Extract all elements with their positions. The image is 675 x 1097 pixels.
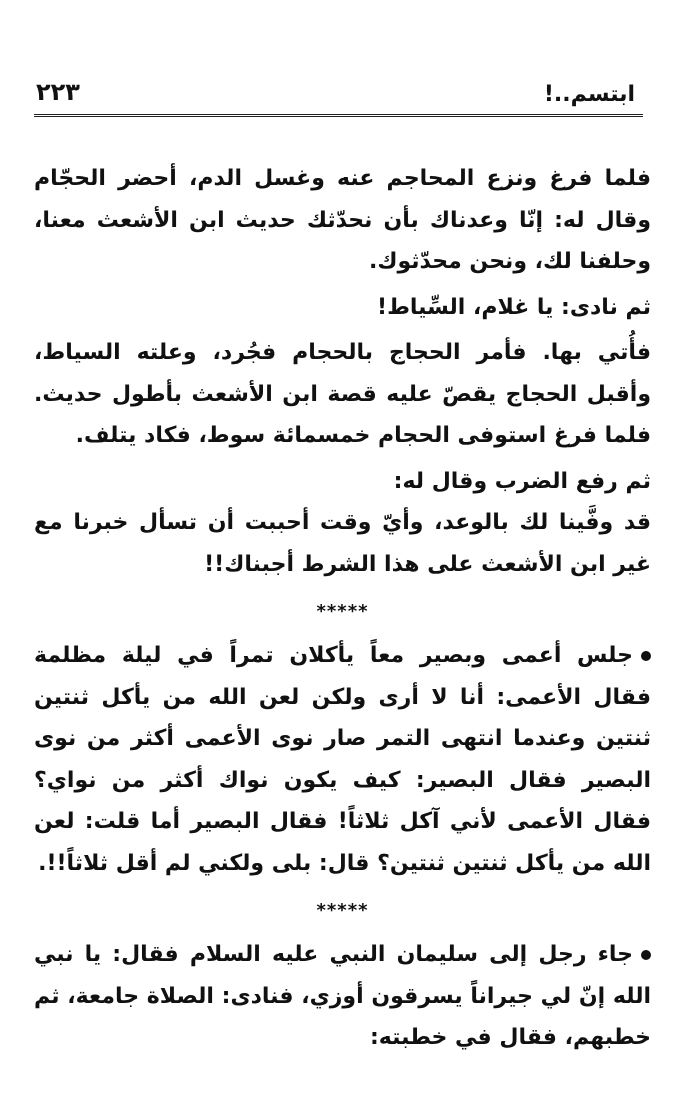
bullet-icon	[641, 651, 651, 661]
section-separator: *****	[316, 601, 369, 622]
paragraph: قد وفَّينا لك بالوعد، وأيّ وقت أحببت أن تسأل خبرنا مع غير ابن الأشعث على هذا الشرط أجبناك!!	[34, 510, 651, 577]
paragraph: فأُتي بها. فأمر الحجاج بالحجام فجُرد، وعلته السياط، وأقبل الحجاج يقصّ عليه قصة ابن الأشعث بأطول حديث. فلما فرغ استوفى الحجام خمسمائة سوط، فكاد يتلف.	[34, 340, 651, 448]
section-separator: *****	[316, 900, 369, 921]
story-paragraph	[34, 934, 651, 1059]
story-text: جلس أعمى وبصير معاً يأكلان تمراً في ليلة مظلمة فقال الأعمى: أنا لا أرى ولكن لعن الله من يأكل ثنتين ثنتين وعندما انتهى التمر صار نوى الأعمى أكثر من نوى البصير فقال البصير: كيف يكون نواك أكثر من نواي؟ فقال الأعمى لأني آكل ثلاثاً! فقال البصير أما قلت: لعن الله من يأكل ثنتين ثنتين؟ قال: بلى ولكني لم أقل ثلاثاً!!.	[34, 643, 651, 876]
paragraph: فلما فرغ ونزع المحاجم عنه وغسل الدم، أحضر الحجّام وقال له: إنّا وعدناك بأن نحدّثك حديث ابن الأشعث معنا، وحلفنا لك، ونحن محدّثوك.	[34, 166, 651, 274]
bullet-icon	[641, 950, 651, 960]
story-text: جاء رجل إلى سليمان النبي عليه السلام فقال: يا نبي الله إنّ لي جيراناً يسرقون أوزي، فنادى: الصلاة جامعة، ثم خطبهم، فقال في خطبته:	[34, 942, 651, 1050]
running-title: ابتسم..!	[543, 82, 635, 107]
page-header	[34, 78, 643, 117]
paragraph: ثم رفع الضرب وقال له:	[393, 468, 651, 494]
paragraph: ثم نادى: يا غلام، السِّياط!	[377, 294, 651, 320]
story-paragraph	[34, 635, 651, 884]
page-number: ٢٢٣	[36, 78, 80, 106]
page-body	[34, 158, 651, 1059]
